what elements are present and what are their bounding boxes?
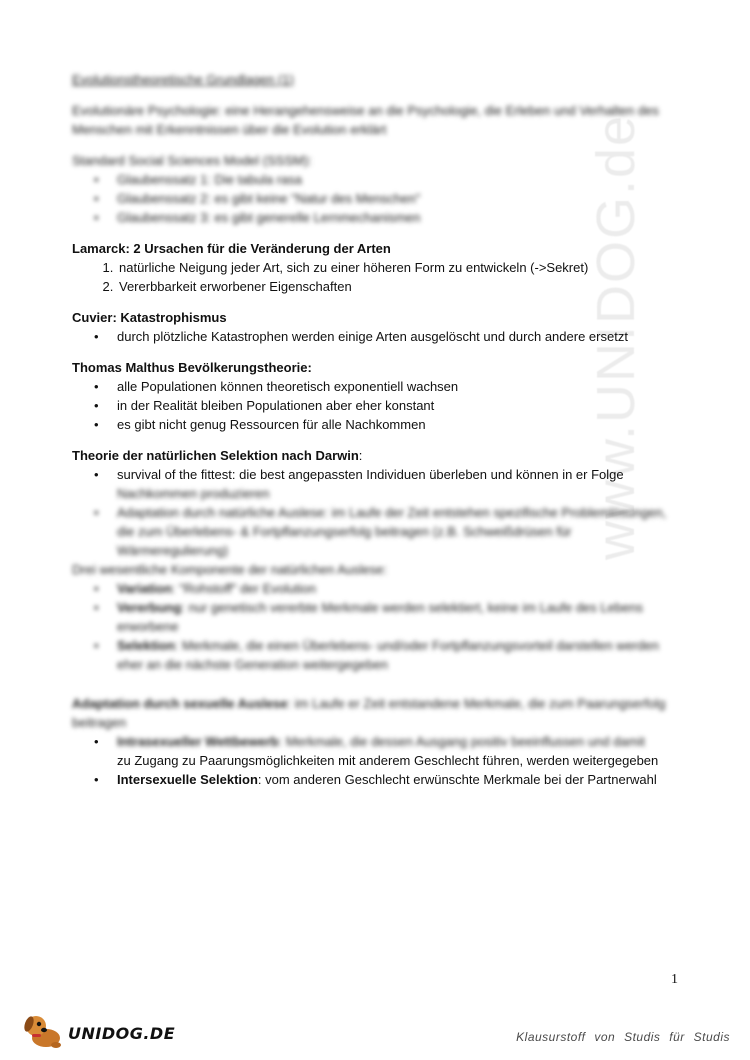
list-item — [117, 636, 672, 674]
list-item — [117, 732, 672, 770]
darwin-list — [72, 465, 672, 560]
page-number: 1 — [671, 972, 678, 987]
list-item — [117, 579, 672, 598]
darwin-heading-text: Theorie der natürlichen Selektion nach Darwin — [72, 448, 359, 463]
list-item: 2. Vererbbarkeit erworbener Eigenschaften — [117, 277, 672, 296]
list-item — [117, 770, 672, 789]
unidog-logo — [22, 1010, 212, 1050]
malthus-section — [72, 358, 672, 434]
components-heading: Drei wesentliche Komponente der natürlichen Auslese: — [72, 562, 388, 577]
sexual-heading-term: Adaptation durch sexuelle Auslese — [72, 696, 288, 711]
sssm-section — [72, 151, 672, 227]
tagline-word: von — [594, 1030, 616, 1044]
inter-term: Intersexuelle Selektion — [117, 772, 258, 787]
sexual-list — [72, 732, 672, 789]
footer-tagline — [516, 1030, 730, 1044]
darwin-item-visible: survival of the fittest: die best angepassten Individuen überleben und können in er Folge — [117, 467, 624, 482]
components-list — [72, 579, 672, 674]
sexual-heading — [72, 694, 672, 732]
list-item: • Adaptation durch natürliche Auslese: im Laufe der Zeit entstehen spezifische Problemlösungen, die zum Überlebens- & Fortpflanzungserfolg beitragen (z.B. Schweißdrüsen für Wärmeregulierung) — [117, 503, 672, 560]
watermark: www.UNIDOG.de — [586, 113, 646, 560]
list-item: • Glaubenssatz 2: es gibt keine "Natur des Menschen" — [117, 189, 672, 208]
darwin-heading-suffix: : — [358, 448, 363, 463]
lamarck-section — [72, 239, 672, 296]
list-item: • in der Realität bleiben Populationen aber eher konstant — [117, 396, 672, 415]
lamarck-heading: Lamarck: 2 Ursachen für die Veränderung der Arten — [72, 241, 391, 256]
inter-text: : vom anderen Geschlecht erwünschte Merkmale bei der Partnerwahl — [257, 772, 657, 787]
list-item: • alle Populationen können theoretisch exponentiell wachsen — [117, 377, 672, 396]
sssm-list — [72, 170, 672, 227]
tagline-word: für — [669, 1030, 685, 1044]
sexual-heading-text: : im Laufe er Zeit entstandene Merkmale, die zum Paarungserfolg beitragen — [72, 696, 666, 730]
list-item: • Glaubenssatz 3: es gibt generelle Lernmechanismen — [117, 208, 672, 227]
malthus-list — [72, 377, 672, 434]
cuvier-section — [72, 308, 672, 346]
intra-text-visible: zu Zugang zu Paarungsmöglichkeiten mit anderem Geschlecht führen, werden weitergegeben — [117, 753, 659, 768]
document-body — [72, 70, 672, 801]
sssm-heading: Standard Social Sciences Model (SSSM): — [72, 153, 312, 168]
intra-blurred — [117, 734, 645, 749]
intro-paragraph: Evolutionäre Psychologie: eine Herangehensweise an die Psychologie, die Erleben und Verhalten des Menschen mit Erkenntnissen über die Evolution erklärt — [72, 103, 659, 137]
tagline-word: Studis — [624, 1030, 661, 1044]
component-text: : Merkmale, die einen Überlebens- und/oder Fortpflanzungsvorteil darstellen werden eher an die nächste Generation weitergegeben — [117, 638, 659, 672]
component-term: Vererbung — [117, 600, 182, 615]
component-text: : nur genetisch vererbte Merkmale werden selektiert, keine im Laufe des Lebens erworbene — [117, 600, 644, 634]
darwin-item-blurred: Nachkommen produzieren — [117, 486, 270, 501]
lamarck-list — [72, 258, 672, 296]
logo-text: UNIDOG.DE — [68, 1024, 176, 1043]
list-item: • Glaubenssatz 1: Die tabula rasa — [117, 170, 672, 189]
list-item: • durch plötzliche Katastrophen werden einige Arten ausgelöscht und durch andere ersetzt — [117, 327, 672, 346]
list-item: 1. natürliche Neigung jeder Art, sich zu einer höheren Form zu entwickeln (->Sekret) — [117, 258, 672, 277]
intra-term: Intrasexueller Wettbewerb — [117, 734, 279, 749]
darwin-heading — [72, 446, 672, 465]
darwin-section — [72, 446, 672, 674]
component-text: : "Rohstoff" der Evolution — [171, 581, 317, 596]
component-term: Variation — [117, 581, 172, 596]
tagline-word: Studis — [693, 1030, 730, 1044]
list-item — [117, 598, 672, 636]
cuvier-list — [72, 327, 672, 346]
tagline-word: Klausurstoff — [516, 1030, 586, 1044]
cuvier-heading: Cuvier: Katastrophismus — [72, 310, 227, 325]
document-title: Evolutionstheoretische Grundlagen (1) — [72, 72, 294, 87]
list-item — [117, 465, 672, 503]
list-item: • es gibt nicht genug Ressourcen für alle Nachkommen — [117, 415, 672, 434]
sexual-selection-section — [72, 694, 672, 789]
component-term: Selektion — [117, 638, 175, 653]
intra-text-blurred: : Merkmale, die dessen Ausgang positiv beeinflussen und damit — [278, 734, 645, 749]
malthus-heading: Thomas Malthus Bevölkerungstheorie: — [72, 360, 312, 375]
dog-icon — [22, 1010, 66, 1050]
